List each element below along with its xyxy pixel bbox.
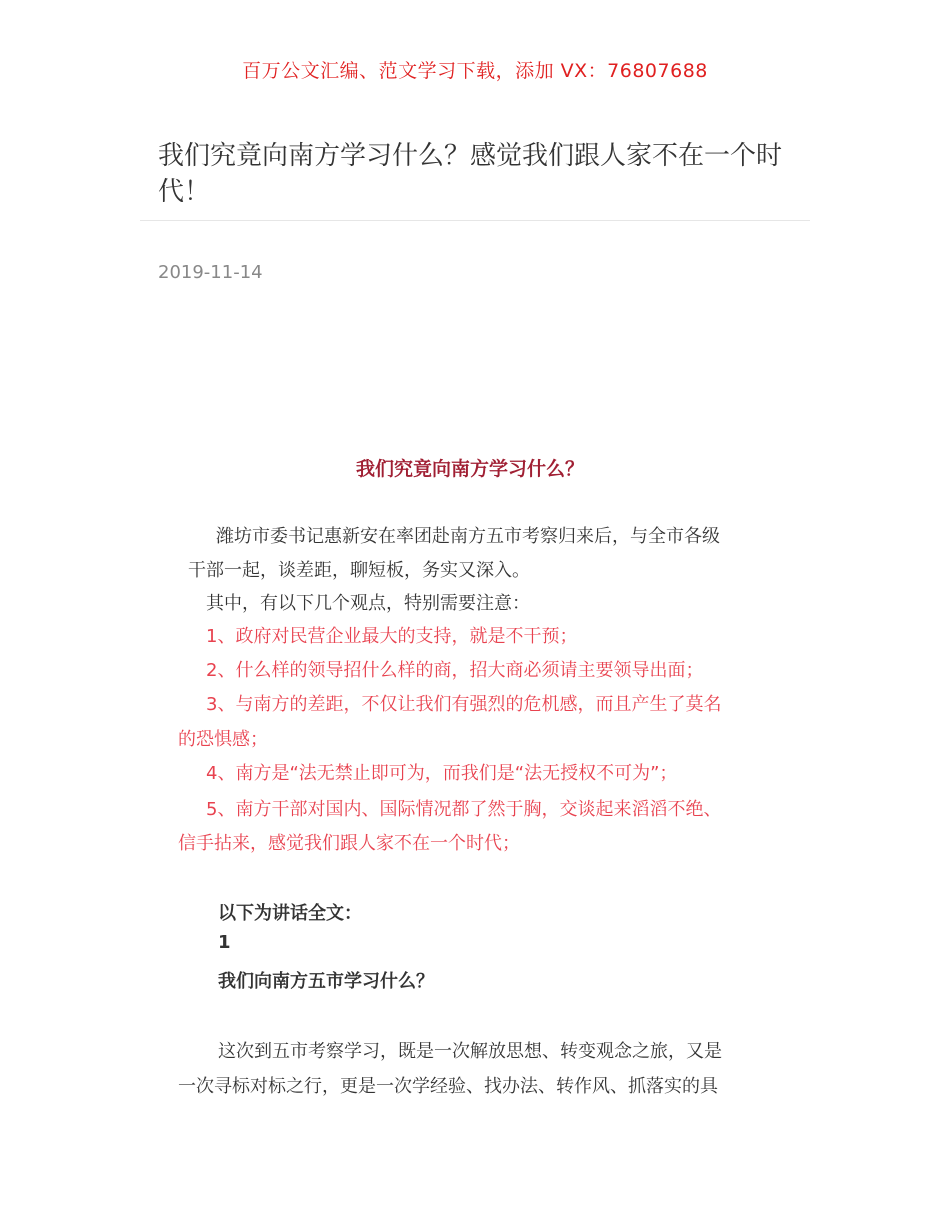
point-5-line-1: 5、南方干部对国内、国际情况都了然于胸，交谈起来滔滔不绝、 <box>206 799 722 820</box>
point-4: 4、南方是“法无禁止即可为，而我们是“法无授权不可为”； <box>206 763 678 784</box>
body-line-1: 这次到五市考察学习，既是一次解放思想、转变观念之旅，又是 <box>218 1041 722 1062</box>
speech-label: 以下为讲话全文： <box>218 903 362 924</box>
lead-text: 其中，有以下几个观点，特别需要注意： <box>206 593 530 614</box>
section-title: 我们向南方五市学习什么？ <box>218 971 434 992</box>
intro-line-2: 干部一起，谈差距，聊短板，务实又深入。 <box>188 560 530 581</box>
body-line-2: 一次寻标对标之行，更是一次学经验、找办法、转作风、抓落实的具 <box>178 1076 718 1097</box>
point-1: 1、政府对民营企业最大的支持，就是不干预； <box>206 626 578 647</box>
section-heading: 我们究竟向南方学习什么？ <box>355 458 584 480</box>
article-title: 我们究竟向南方学习什么？感觉我们跟人家不在一个时代！ <box>158 141 783 207</box>
point-2: 2、什么样的领导招什么样的商，招大商必须请主要领导出面； <box>206 660 704 681</box>
intro-line-1: 潍坊市委书记惠新安在率团赴南方五市考察归来后，与全市各级 <box>216 526 720 547</box>
title-divider <box>140 220 810 221</box>
watermark-banner: 百万公文汇编、范文学习下载，添加 VX：76807688 <box>242 60 708 82</box>
point-3-line-2: 的恐惧感； <box>178 729 268 750</box>
section-number: 1 <box>218 932 231 953</box>
point-5-line-2: 信手拈来，感觉我们跟人家不在一个时代； <box>178 833 520 854</box>
point-3-line-1: 3、与南方的差距，不仅让我们有强烈的危机感，而且产生了莫名 <box>206 694 722 715</box>
publish-date: 2019-11-14 <box>158 262 263 283</box>
